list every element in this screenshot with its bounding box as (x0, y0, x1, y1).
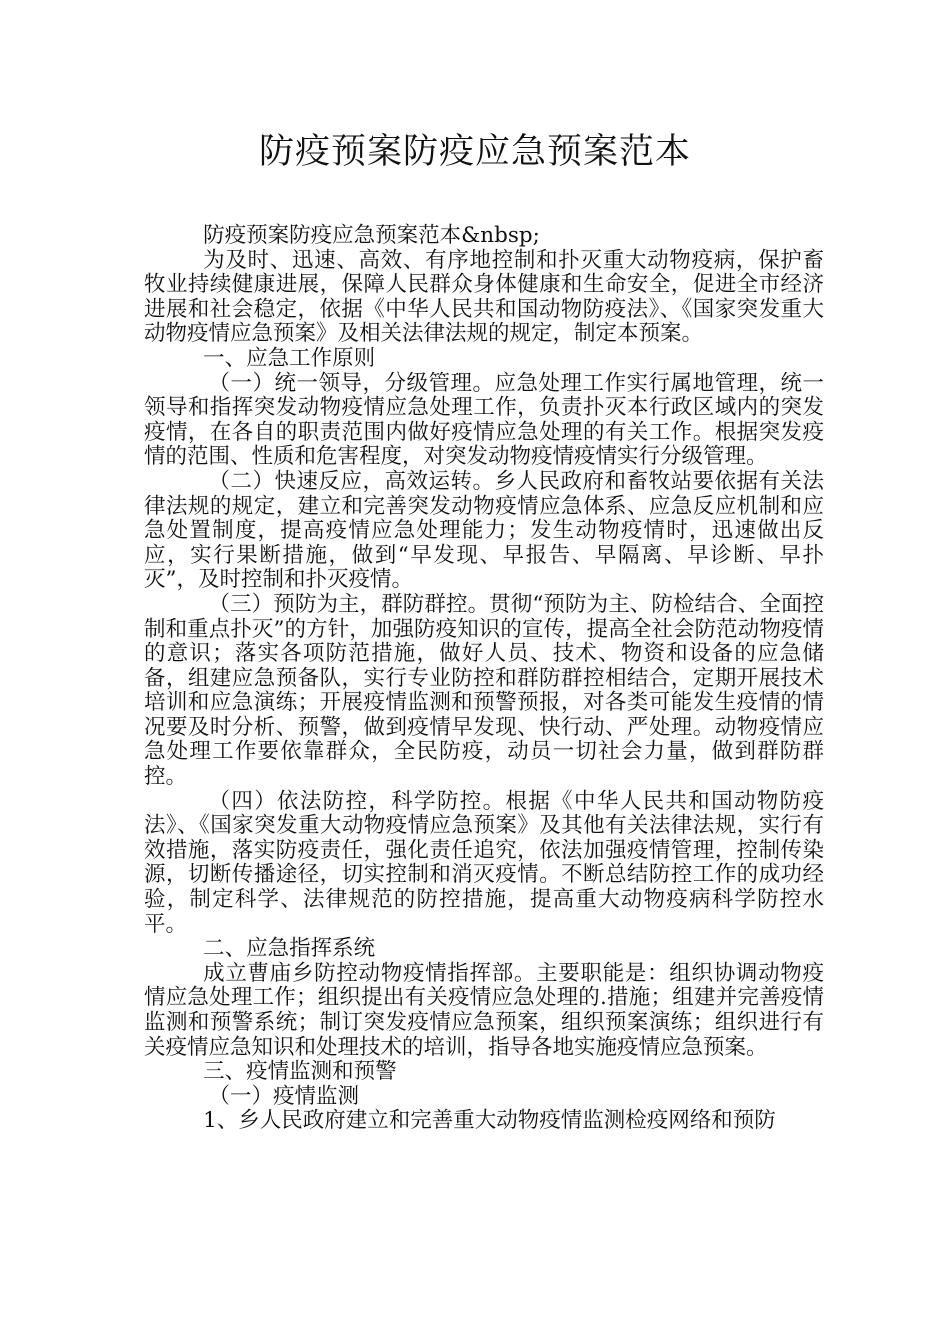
section-heading-principles: 一、应急工作原则 (203, 345, 376, 371)
document-title: 防疫预案防疫应急预案范本 (258, 132, 691, 172)
paragraph-principle-4: （四）依法防控，科学防控。根据《中华人民共和国动物防疫法》、《国家突发重大动物疫情应急预案》及其他有关法律法规，实行有效措施，落实防疫责任，强化责任追究，依法加强疫情管理，控制传染源，切断传播途径，切实控制和消灭疫情。不断总结防控工作的成功经验，制定科学、法律规范的防控措施，提高重大动物疫病科学防控水平。 (144, 788, 824, 937)
subsection-heading-monitoring: （一）疫情监测 (208, 1083, 360, 1109)
document-body (144, 224, 824, 1134)
paragraph-principle-3: （三）预防为主，群防群控。贯彻“预防为主、防检结合、全面控制和重点扑灭”的方针，加强防疫知识的宣传，提高全社会防范动物疫情的意识；落实各项防范措施，做好人员、技术、物资和设备的应急储备，组建应急预备队，实行专业防控和群防群控相结合，定期开展技术培训和应急演练；开展疫情监测和预警预报，对各类可能发生疫情的情况要及时分析、预警，做到疫情早发现、快行动、严处理。动物疫情应急处理工作要依靠群众，全民防疫，动员一切社会力量，做到群防群控。 (144, 591, 824, 790)
section-heading-monitoring: 三、疫情监测和预警 (203, 1059, 397, 1085)
paragraph-monitoring-1: 1、乡人民政府建立和完善重大动物疫情监测检疫网络和预防 (203, 1108, 776, 1134)
paragraph-purpose: 为及时、迅速、高效、有序地控制和扑灭重大动物疫病，保护畜牧业持续健康进展，保障人民群众身体健康和生命安全，促进全市经济进展和社会稳定，依据《中华人民共和国动物防疫法》、《国家突发重大动物疫情应急预案》及相关法律法规的规定，制定本预案。 (144, 247, 824, 347)
paragraph-principle-1: （一）统一领导，分级管理。应急处理工作实行属地管理，统一领导和指挥突发动物疫情应急处理工作，负责扑灭本行政区域内的突发疫情，在各自的职责范围内做好疫情应急处理的有关工作。根据突发疫情的范围、性质和危害程度，对突发动物疫情疫情实行分级管理。 (144, 370, 824, 470)
paragraph-principle-2: （二）快速反应，高效运转。乡人民政府和畜牧站要依据有关法律法规的规定，建立和完善突发动物疫情应急体系、应急反应机制和应急处置制度，提高疫情应急处理能力；发生动物疫情时，迅速做出反应，实行果断措施，做到“早发现、早报告、早隔离、早诊断、早扑灭”，及时控制和扑灭疫情。 (144, 468, 824, 593)
section-heading-command-system: 二、应急指挥系统 (203, 936, 376, 962)
paragraph-command-system: 成立曹庙乡防控动物疫情指挥部。主要职能是：组织协调动物疫情应急处理工作；组织提出有关疫情应急处理的.措施；组建并完善疫情监测和预警系统；制订突发疫情应急预案，组织预案演练；组织进行有关疫情应急知识和处理技术的培训，指导各地实施疫情应急预案。 (144, 960, 824, 1060)
paragraph-intro-title: 防疫预案防疫应急预案范本&nbsp; (203, 223, 540, 248)
